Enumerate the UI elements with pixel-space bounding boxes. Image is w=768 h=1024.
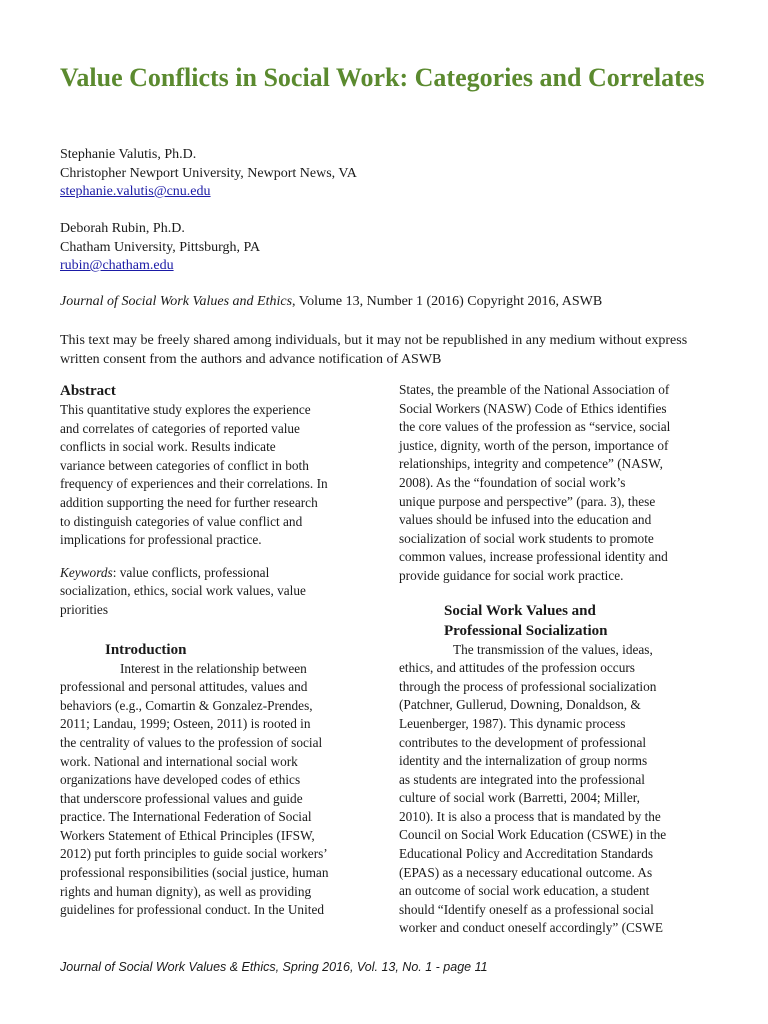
text-line: guidelines for professional conduct. In the United (60, 902, 325, 918)
text-line: 2011; Landau, 1999; Osteen, 2011) is rooted in (60, 716, 311, 732)
text-line: frequency of experiences and their correlations. In (60, 476, 328, 492)
introduction-heading: Introduction (105, 641, 187, 658)
copyright-notice: This text may be freely shared among individuals, but it may not be republished in any medium without express written consent from the authors and advance notification of ASWB (60, 333, 688, 367)
abstract-text (60, 401, 380, 550)
author-name: Deborah Rubin, Ph.D. (60, 221, 185, 236)
author-name: Stephanie Valutis, Ph.D. (60, 147, 197, 162)
right-column (399, 381, 719, 938)
text-line: Leuenberger, 1987). This dynamic process (399, 715, 626, 731)
continued-text (399, 381, 719, 586)
section-text (399, 641, 719, 939)
text-line: identity and the internalization of group norms (399, 753, 648, 769)
journal-citation (60, 293, 720, 311)
text-line: the core values of the profession as “service, social (399, 419, 671, 435)
text-line: Social Workers (NASW) Code of Ethics identifies (399, 400, 667, 416)
text-line: worker and conduct oneself accordingly” (CSWE (399, 920, 663, 936)
text-line: Workers Statement of Ethical Principles (IFSW, (60, 827, 315, 843)
text-line: organizations have developed codes of ethics (60, 772, 301, 788)
article-title: Value Conflicts in Social Work: Categories and Correlates (60, 63, 705, 92)
text-line: Council on Social Work Education (CSWE) in the (399, 827, 667, 843)
text-line: Interest in the relationship between (120, 660, 307, 676)
author-affiliation: Christopher Newport University, Newport News, VA (60, 165, 357, 181)
text-line: (EPAS) as a necessary educational outcome. As (399, 864, 653, 880)
text-line: 2012) put forth principles to guide social workers’ (60, 846, 328, 862)
text-line: the centrality of values to the profession of social (60, 734, 323, 750)
text-line: should “Identify oneself as a professional social (399, 901, 654, 917)
text-line: States, the preamble of the National Association of (399, 382, 670, 397)
text-line: work. National and international social work (60, 753, 298, 769)
author-email-link[interactable]: rubin@chatham.edu (60, 258, 174, 273)
introduction-text (60, 660, 380, 920)
text-line: (Patchner, Gullerud, Downing, Donaldson, & (399, 697, 641, 713)
text-line: common values, increase professional identity and (399, 549, 668, 565)
text-line: contributes to the development of professional (399, 734, 647, 750)
keywords-line-2: socialization, ethics, social work values, value (60, 583, 306, 599)
author-block-2 (60, 220, 720, 276)
text-line: rights and human dignity), as well as providing (60, 883, 312, 899)
author-email-link[interactable]: stephanie.valutis@cnu.edu (60, 184, 211, 199)
keywords-line-1: Keywords: value conflicts, professional (60, 564, 270, 580)
text-line: behaviors (e.g., Comartin & Gonzalez-Prendes, (60, 697, 313, 713)
text-line: through the process of professional socialization (399, 678, 657, 694)
page-footer: Journal of Social Work Values & Ethics, Spring 2016, Vol. 13, No. 1 - page 11 (60, 960, 488, 974)
text-line: implications for professional practice. (60, 532, 262, 548)
text-line: variance between categories of conflict in both (60, 457, 309, 473)
citation-details: , Volume 13, Number 1 (2016) Copyright 2016, ASWB (292, 294, 603, 309)
text-line: Educational Policy and Accreditation Standards (399, 846, 654, 862)
text-line: as students are integrated into the professional (399, 771, 645, 787)
text-line: that underscore professional values and guide (60, 790, 303, 806)
author-block-1 (60, 146, 720, 202)
text-line: to distinguish categories of value conflict and (60, 513, 303, 529)
text-line: unique purpose and perspective” (para. 3), these (399, 493, 656, 509)
keywords-line-3: priorities (60, 601, 109, 617)
text-line: justice, dignity, worth of the person, importance of (399, 437, 669, 453)
text-line: professional responsibilities (social justice, human (60, 865, 329, 881)
keywords-label: Keywords (60, 564, 113, 580)
text-line: professional and personal attitudes, values and (60, 679, 308, 695)
text-line: relationships, integrity and competence” (NASW, (399, 456, 663, 472)
text-line: This quantitative study explores the experience (60, 402, 311, 417)
text-line: and correlates of categories of reported value (60, 420, 300, 436)
text-line: an outcome of social work education, a student (399, 883, 650, 899)
author-affiliation: Chatham University, Pittsburgh, PA (60, 239, 261, 255)
text-line: conflicts in social work. Results indicate (60, 439, 276, 455)
left-column (60, 381, 380, 920)
text-line: addition supporting the need for further research (60, 494, 318, 510)
journal-name: Journal of Social Work Values and Ethics (60, 294, 293, 309)
text-line: culture of social work (Barretti, 2004; Miller, (399, 790, 640, 806)
section-heading-line-2: Professional Socialization (444, 622, 608, 639)
text-line: socialization of social work students to promote (399, 530, 654, 546)
text-line: 2010). It is also a process that is mandated by the (399, 808, 661, 824)
text-line: practice. The International Federation of Social (60, 809, 312, 825)
section-heading-line-1: Social Work Values and (444, 602, 596, 619)
text-line: The transmission of the values, ideas, (453, 641, 653, 657)
text-line: ethics, and attitudes of the profession occurs (399, 660, 635, 676)
abstract-heading: Abstract (60, 383, 116, 399)
text-line: values should be infused into the education and (399, 512, 652, 528)
text-line: provide guidance for social work practice. (399, 567, 624, 583)
text-line: 2008). As the “foundation of social work’s (399, 474, 626, 490)
